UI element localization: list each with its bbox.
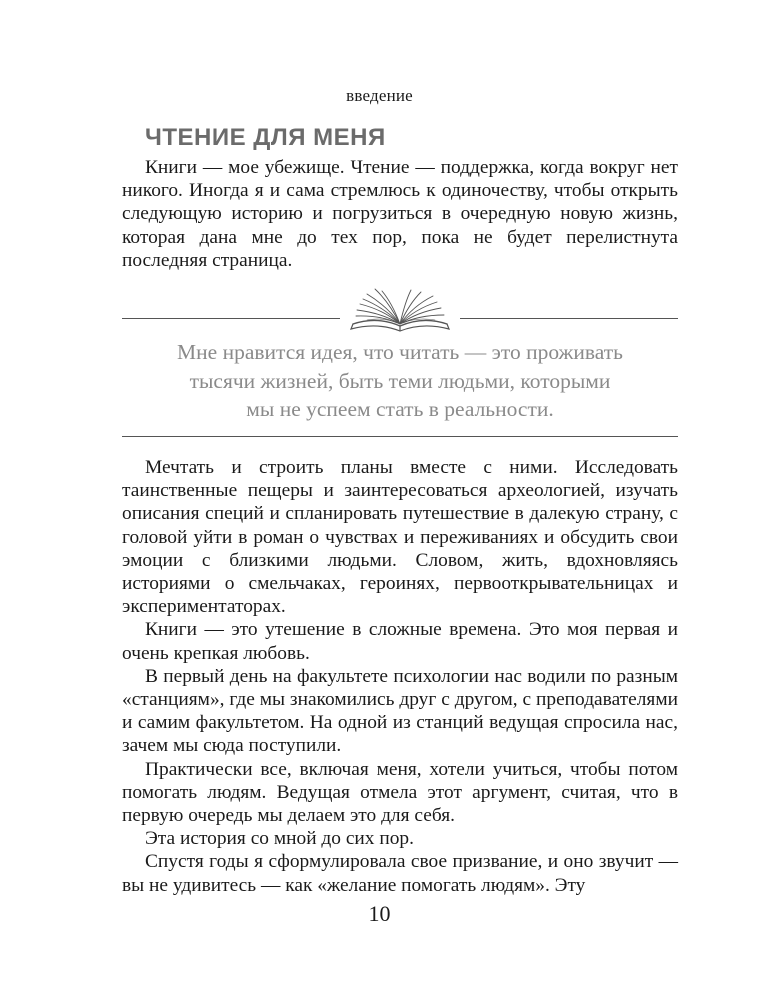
- body-paragraph: Практически все, включая меня, хотели учиться, чтобы потом помогать людям. Ведущая отмела этот аргумент, считая, что в первую очередь мы делаем это для себя.: [122, 758, 678, 827]
- ornament-divider: [122, 282, 678, 338]
- intro-paragraph: Книги — мое убежище. Чтение — поддержка, когда вокруг нет никого. Иногда я и сама стремлюсь к одиночеству, чтобы открыть следующую историю и погрузиться в очередную новую жизнь, которая дана мне до тех пор, пока не будет перелистнута последняя страница.: [122, 157, 678, 271]
- body-paragraph: Спустя годы я сформулировала свое призвание, и оно звучит — вы не удивитесь — как «желание помогать людям». Эту: [122, 851, 678, 896]
- open-book-icon: [347, 286, 453, 336]
- body-paragraph: Эта история со мной до сих пор.: [145, 828, 414, 850]
- running-head: введение: [346, 86, 413, 105]
- body-paragraph: В первый день на факультете психологии нас водили по разным «станциям», где мы знакомились друг с другом, с преподавателями и самим факультетом. На одной из станций ведущая спросила нас, зачем мы сюда поступили.: [122, 665, 678, 757]
- page-number: 10: [368, 901, 391, 926]
- pull-quote: [122, 338, 678, 424]
- quote-bottom-rule: [122, 436, 678, 437]
- body-paragraph: Книги — это утешение в сложные времена. Это моя первая и очень крепкая любовь.: [122, 619, 678, 664]
- pull-quote-line: тысячи жизней, быть теми людьми, которыми: [189, 368, 611, 393]
- left-divider-rule: [122, 318, 340, 319]
- main-text-block: [122, 456, 678, 897]
- body-paragraph: Мечтать и строить планы вместе с ними. Исследовать таинственные пещеры и заинтересоваться археологией, изучать описания специй и спланировать путешествие в далекую страну, с головой уйти в роман о чувствах и переживаниях и обсудить свои эмоции с близкими людьми. Словом, жить, вдохновляясь историями о смельчаках, героинях, первооткрывательницах и экспериментаторах.: [122, 457, 678, 618]
- pull-quote-line: мы не успеем стать в реальности.: [246, 397, 554, 421]
- pull-quote-line: Мне нравится идея, что читать — это проживать: [177, 340, 623, 364]
- intro-text-block: [122, 156, 678, 272]
- chapter-title: ЧТЕНИЕ ДЛЯ МЕНЯ: [145, 124, 386, 151]
- right-divider-rule: [460, 318, 678, 319]
